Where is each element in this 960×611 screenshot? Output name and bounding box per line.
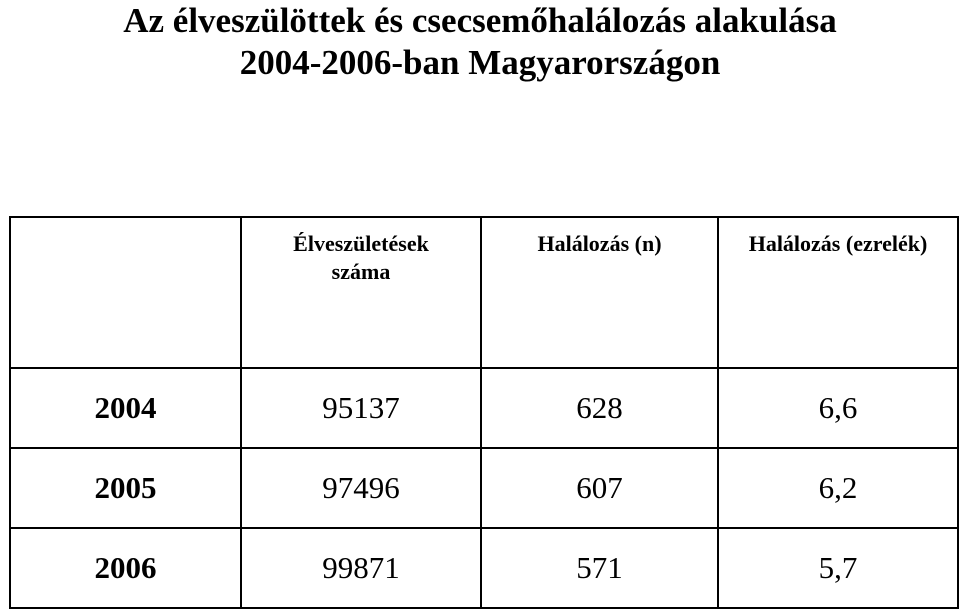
cell-deaths: 628 <box>481 368 718 448</box>
cell-births: 99871 <box>241 528 481 608</box>
cell-rate: 6,2 <box>718 448 958 528</box>
cell-year: 2004 <box>10 368 241 448</box>
table-row <box>10 368 958 448</box>
header-births-line-2: száma <box>331 259 391 284</box>
cell-births: 97496 <box>241 448 481 528</box>
cell-rate: 5,7 <box>718 528 958 608</box>
table-row <box>10 528 958 608</box>
title-line-2: 2004-2006-ban Magyarországon <box>239 43 721 82</box>
cell-deaths: 607 <box>481 448 718 528</box>
page-title <box>0 0 960 84</box>
header-cell-births <box>241 217 481 368</box>
cell-year: 2006 <box>10 528 241 608</box>
cell-year: 2005 <box>10 448 241 528</box>
cell-rate: 6,6 <box>718 368 958 448</box>
header-cell-deaths: Halálozás (n) <box>481 217 718 368</box>
table-row <box>10 448 958 528</box>
cell-deaths: 571 <box>481 528 718 608</box>
header-cell-empty <box>10 217 241 368</box>
header-births-line-1: Élveszületések <box>293 231 429 256</box>
header-cell-rate: Halálozás (ezrelék) <box>718 217 958 368</box>
table-header-row <box>10 217 958 368</box>
cell-births: 95137 <box>241 368 481 448</box>
title-line-1: Az élveszülöttek és csecsemőhalálozás alakulása <box>123 1 837 40</box>
statistics-table <box>9 216 959 609</box>
